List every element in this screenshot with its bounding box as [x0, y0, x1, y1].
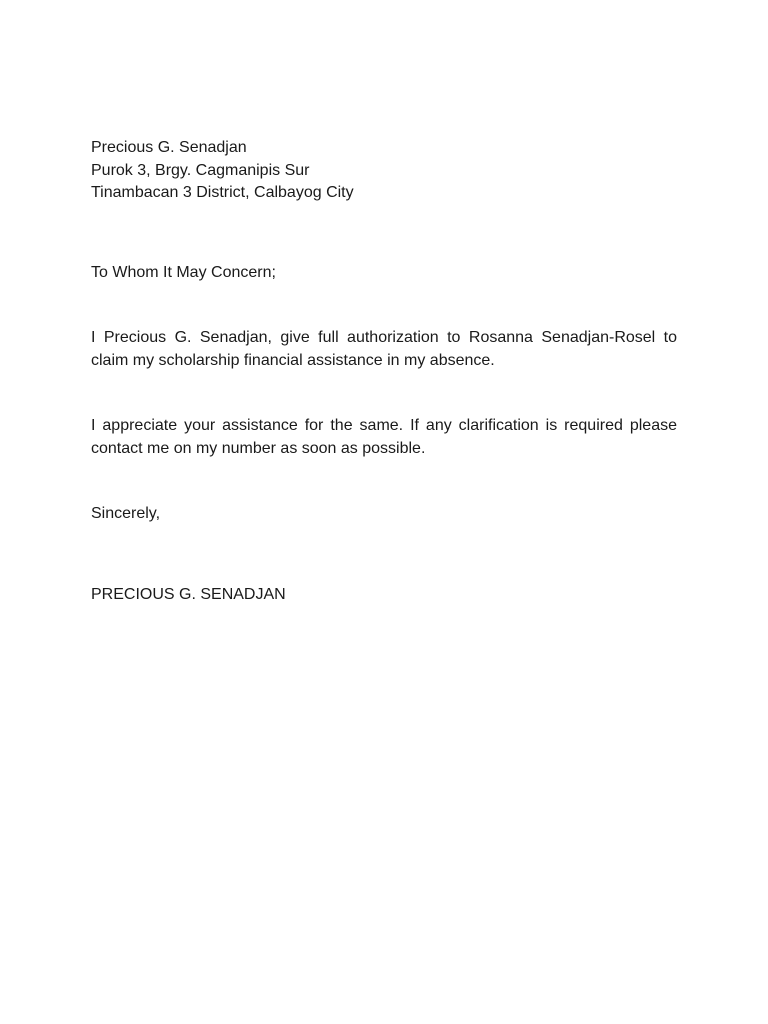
appreciation-paragraph: I appreciate your assistance for the same. If any clarification is required please contact me on my number as soon as possible. — [91, 417, 677, 457]
signature-name: PRECIOUS G. SENADJAN — [91, 585, 286, 603]
authorization-paragraph: I Precious G. Senadjan, give full authorization to Rosanna Senadjan-Rosel to claim my scholarship financial assistance in my absence. — [91, 329, 677, 369]
sender-address-line-2: Tinambacan 3 District, Calbayog City — [91, 184, 354, 201]
closing: Sincerely, — [91, 505, 161, 522]
sender-name: Precious G. Senadjan — [91, 139, 247, 156]
sender-block — [91, 137, 677, 205]
letter-body — [91, 137, 677, 606]
sender-address-line-1: Purok 3, Brgy. Cagmanipis Sur — [91, 161, 310, 179]
salutation: To Whom It May Concern; — [91, 263, 276, 281]
